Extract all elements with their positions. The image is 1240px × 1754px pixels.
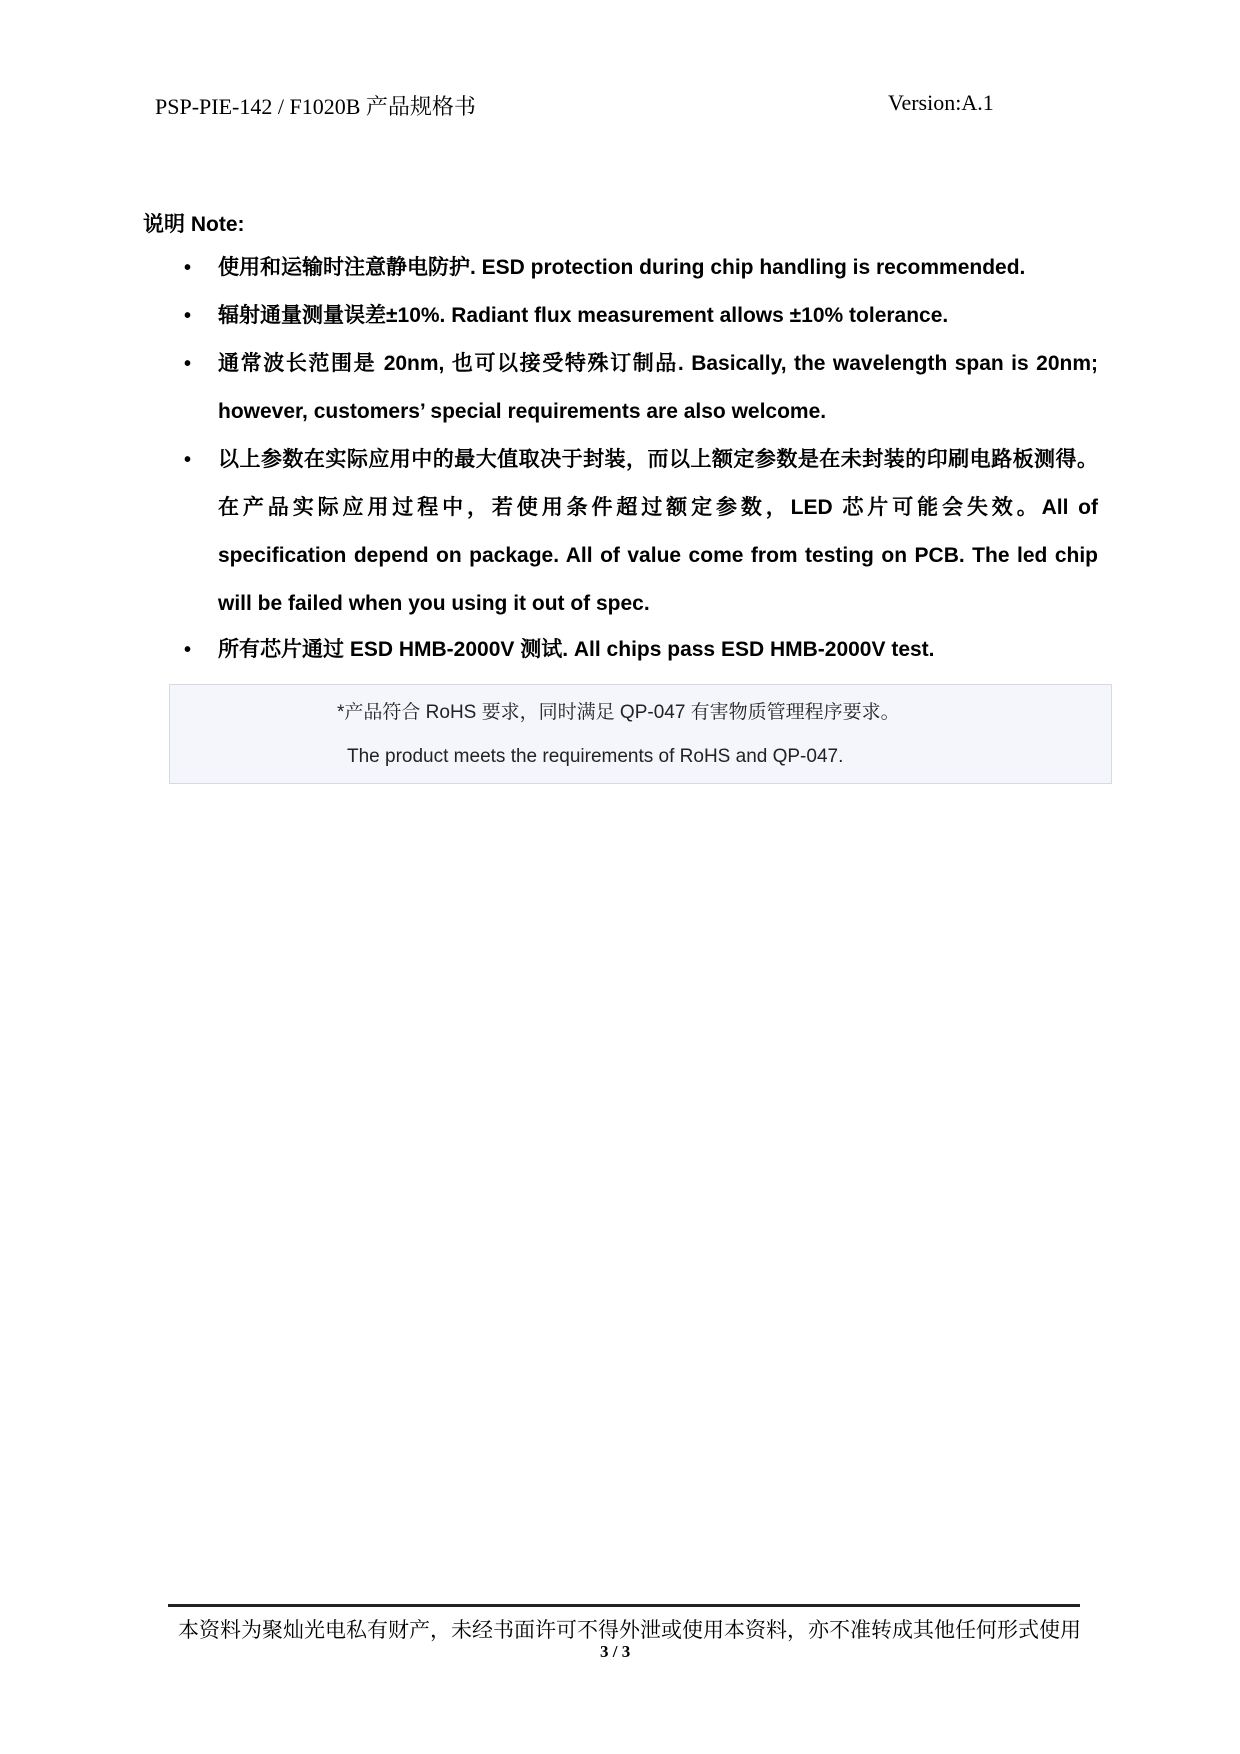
bullet-icon: •	[184, 449, 192, 471]
note-item-wavelength-span	[184, 340, 1098, 436]
footer-divider	[168, 1604, 1080, 1607]
note-item-esd-test	[184, 626, 1098, 674]
version-label: Version:A.1	[888, 90, 994, 115]
note-item-radiant-flux	[184, 292, 1098, 340]
bullet-icon: •	[184, 305, 192, 327]
note-text: 使用和运输时注意静电防护. ESD protection during chip handling is recommended.	[218, 256, 1026, 279]
page-number: 3 / 3	[600, 1642, 631, 1661]
note-text: 辐射通量测量误差±10%. Radiant flux measurement allows ±10% tolerance.	[218, 304, 949, 327]
bullet-icon: •	[184, 639, 192, 661]
note-item-esd-handling	[184, 244, 1098, 292]
rohs-compliance-box	[169, 684, 1112, 784]
document-title: PSP-PIE-142 / F1020B 产品规格书	[155, 94, 476, 119]
note-text: 所有芯片通过 ESD HMB-2000V 测试. All chips pass ESD HMB-2000V test.	[218, 638, 935, 661]
rohs-statement-en: The product meets the requirements of RoHS and QP-047.	[347, 746, 844, 767]
note-text: 以上参数在实际应用中的最大值取决于封装，而以上额定参数是在未封装的印刷电路板测得。在产品实际应用过程中，若使用条件超过额定参数，LED 芯片可能会失效。All of specification depend on package. All of value come from testing on PCB. The led chip will be failed when you using it out of spec.	[218, 448, 1098, 615]
bullet-icon: •	[184, 353, 192, 375]
bullet-icon: •	[184, 257, 192, 279]
notes-heading: 说明 Note:	[143, 213, 245, 236]
note-text: 通常波长范围是 20nm, 也可以接受特殊订制品. Basically, the wavelength span is 20nm; however, customers’ special requirements are also welcome.	[218, 352, 1098, 423]
rohs-statement-cn: *产品符合 RoHS 要求，同时满足 QP-047 有害物质管理程序要求。	[337, 702, 900, 723]
note-item-package-spec	[184, 436, 1098, 628]
confidentiality-notice: 本资料为聚灿光电私有财产，未经书面许可不得外泄或使用本资料，亦不准转成其他任何形式使用	[178, 1618, 1081, 1642]
